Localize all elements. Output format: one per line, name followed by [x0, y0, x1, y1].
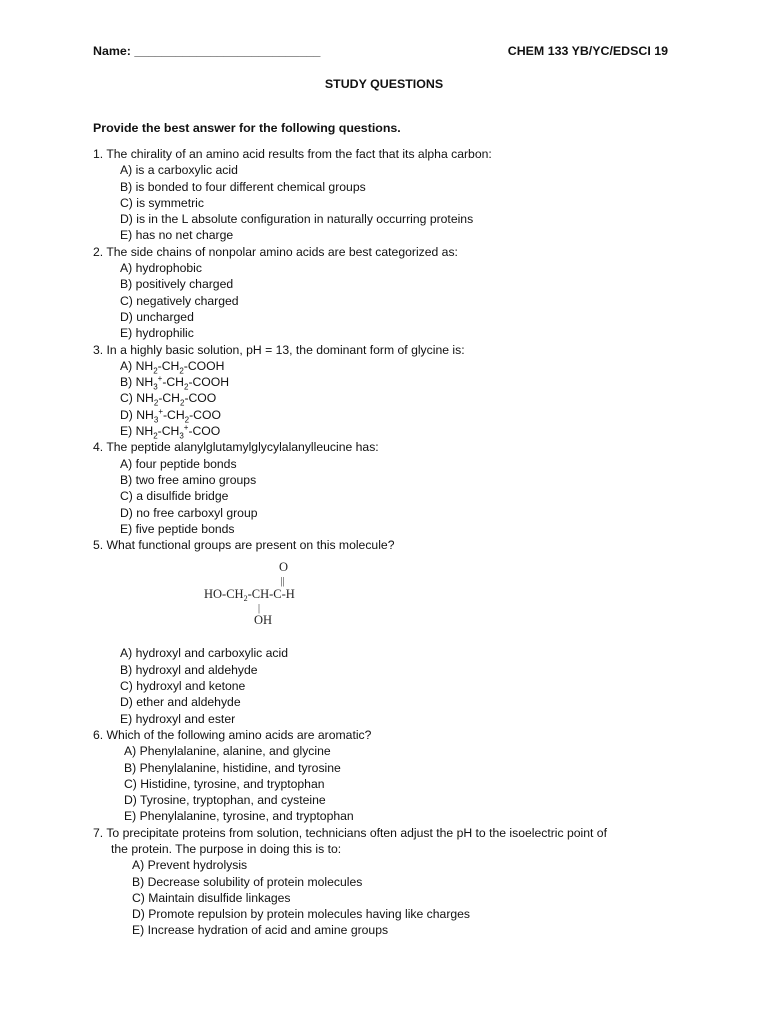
- answer-option: D) ether and aldehyde: [120, 695, 241, 710]
- answer-options: [93, 358, 683, 439]
- answer-option: E) hydroxyl and ester: [120, 711, 236, 726]
- answer-option: B) positively charged: [120, 277, 234, 292]
- answer-option: E) Phenylalanine, tyrosine, and tryptophan: [124, 809, 354, 824]
- question-1: [93, 146, 683, 244]
- answer-option: C) is symmetric: [120, 195, 204, 210]
- question-3: [93, 342, 683, 440]
- answer-option: A) is a carboxylic acid: [120, 163, 238, 178]
- answer-options: [93, 260, 683, 341]
- answer-option: A) Prevent hydrolysis: [132, 858, 248, 873]
- answer-option: C) hydroxyl and ketone: [120, 679, 246, 694]
- molecule-main-chain: $HO-CH_2-CH-C-H$: [204, 587, 295, 604]
- answer-options: [93, 456, 683, 537]
- instructions: Provide the best answer for the following questions.: [93, 121, 401, 135]
- answer-options: [93, 743, 683, 824]
- question-list: [93, 146, 683, 939]
- answer-option: E) has no net charge: [120, 228, 234, 243]
- answer-option: C) Histidine, tyrosine, and tryptophan: [124, 776, 325, 791]
- answer-option: A) four peptide bonds: [120, 456, 237, 471]
- answer-option-formula: B) $NH_3^+-CH_2$-COOH: [120, 374, 230, 392]
- answer-option: B) Phenylalanine, histidine, and tyrosine: [124, 760, 341, 775]
- answer-option: D) Tyrosine, tryptophan, and cysteine: [124, 793, 326, 808]
- carbonyl-oxygen: O: [279, 560, 289, 575]
- answer-option-formula: C) $NH_2-CH_2$-COO: [120, 391, 217, 408]
- molecule-structure: [93, 553, 683, 645]
- hydroxyl-group: OH: [254, 613, 273, 628]
- question-2: [93, 244, 683, 342]
- answer-option: A) Phenylalanine, alanine, and glycine: [124, 744, 331, 759]
- answer-option-formula: E) $NH_2-CH_3^+$-COO: [120, 422, 221, 441]
- page-header: [93, 43, 668, 61]
- question-text: [93, 825, 683, 858]
- answer-option: B) hydroxyl and aldehyde: [120, 662, 258, 677]
- question-5: [93, 537, 683, 727]
- answer-option: B) two free amino groups: [120, 472, 257, 487]
- answer-options: [93, 162, 683, 243]
- question-text: 2. The side chains of nonpolar amino acids are best categorized as:: [93, 244, 458, 259]
- molecule-diagram: [204, 558, 314, 638]
- double-bond: ||: [280, 576, 285, 588]
- name-field-label: Name: ___________________________: [93, 44, 321, 58]
- answer-option: A) hydrophobic: [120, 261, 202, 276]
- answer-option: B) is bonded to four different chemical groups: [120, 179, 366, 194]
- question-7: [93, 825, 683, 939]
- answer-option-formula: D) $NH_3^+-CH_2$-COO: [120, 406, 221, 425]
- answer-options: [93, 645, 683, 726]
- question-text: 1. The chirality of an amino acid results from the fact that its alpha carbon:: [93, 147, 492, 161]
- answer-option: D) uncharged: [120, 309, 194, 324]
- course-code: CHEM 133 YB/YC/EDSCI 19: [507, 44, 668, 58]
- question-text: 4. The peptide alanylglutamylglycylalanylleucine has:: [93, 440, 379, 455]
- question-text-line-1: 7. To precipitate proteins from solution, technicians often adjust the pH to the isoelectric point of: [93, 825, 607, 840]
- page-title: STUDY QUESTIONS: [324, 77, 444, 91]
- answer-option: D) Promote repulsion by protein molecules having like charges: [132, 907, 471, 922]
- answer-options: [93, 857, 683, 938]
- answer-option: E) Increase hydration of acid and amine groups: [132, 923, 389, 938]
- question-text-line-2: the protein. The purpose in doing this is to:: [111, 841, 342, 856]
- answer-option: C) a disulfide bridge: [120, 489, 229, 504]
- question-text: 3. In a highly basic solution, pH = 13, the dominant form of glycine is:: [93, 342, 465, 357]
- answer-option: E) hydrophilic: [120, 326, 194, 341]
- question-text: 6. Which of the following amino acids are aromatic?: [93, 727, 372, 742]
- answer-option: C) Maintain disulfide linkages: [132, 890, 291, 905]
- answer-option: A) hydroxyl and carboxylic acid: [120, 646, 288, 661]
- answer-option: C) negatively charged: [120, 293, 239, 308]
- answer-option-formula: A) $NH_2-CH_2$-COOH: [120, 358, 225, 376]
- answer-option: B) Decrease solubility of protein molecules: [132, 874, 363, 889]
- question-4: [93, 439, 683, 537]
- answer-option: D) no free carboxyl group: [120, 505, 258, 520]
- single-bond: |: [258, 603, 261, 615]
- answer-option: E) five peptide bonds: [120, 521, 235, 536]
- answer-option: D) is in the L absolute configuration in naturally occurring proteins: [120, 212, 474, 227]
- question-text: 5. What functional groups are present on this molecule?: [93, 538, 395, 553]
- question-6: [93, 727, 683, 825]
